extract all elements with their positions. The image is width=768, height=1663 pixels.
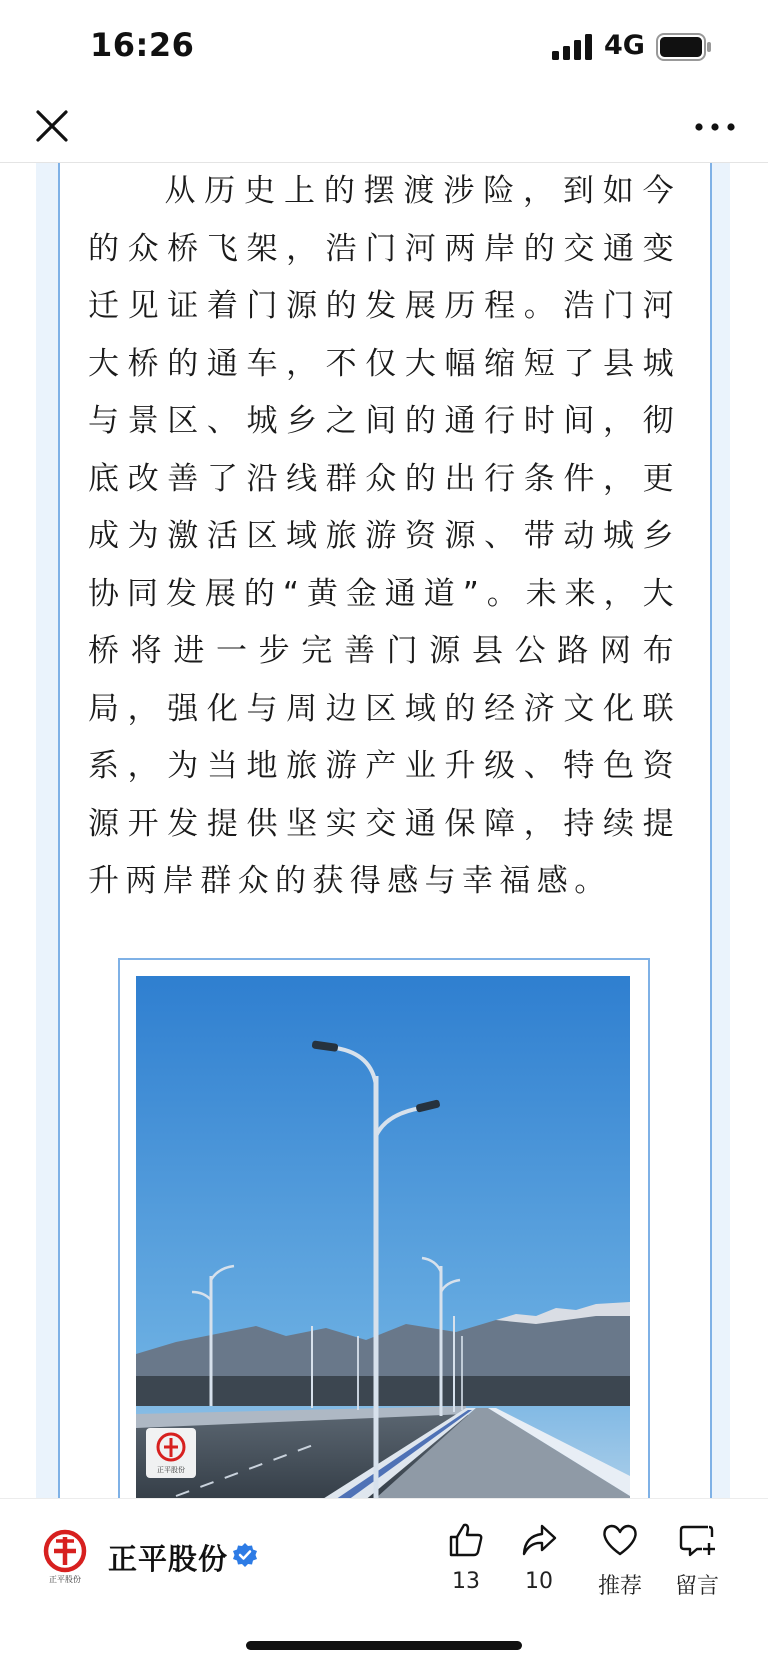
comment-label: 留言 [674, 1574, 719, 1599]
comment-add-icon [678, 1521, 716, 1559]
nav-bar [0, 92, 768, 163]
share-count: 10 [525, 1569, 553, 1594]
heart-icon [601, 1521, 639, 1559]
logo-text: 正平股份 [49, 1575, 81, 1584]
photo-watermark-text: 正平股份 [157, 1466, 185, 1474]
photo-watermark-logo [146, 1428, 196, 1478]
status-bar [0, 0, 768, 92]
more-icon[interactable] [690, 112, 740, 142]
share-arrow-icon [520, 1521, 558, 1559]
article-content[interactable] [0, 163, 768, 1498]
article-paragraph-text: 从历史上的摆渡涉险，到如今的众桥飞架，浩门河两岸的交通变迁见证着门源的发展历程。浩门河大桥的通车，不仅大幅缩短了县城与景区、城乡之间的通行时间，彻底改善了沿线群众的出行条件，更成为激活区域旅游资源、带动城乡协同发展的“黄金通道”。未来，大桥将进一步完善门源县公路网布局，强化与周边区域的经济文化联系，为当地旅游产业升级、特色资源开发提供坚实交通保障，持续提升两岸群众的获得感与幸福感。 [88, 173, 680, 899]
thumbs-up-icon [447, 1521, 485, 1559]
article-paragraph [88, 163, 680, 911]
signal-icon [552, 34, 594, 60]
recommend-label: 推荐 [597, 1574, 642, 1599]
like-button[interactable] [430, 1521, 502, 1594]
network-type: 4G [604, 30, 645, 61]
recommend-button[interactable] [584, 1521, 656, 1600]
bridge-photo[interactable] [136, 976, 630, 1516]
bottom-toolbar [0, 1498, 768, 1663]
share-button[interactable] [503, 1521, 575, 1594]
company-logo[interactable] [40, 1529, 90, 1585]
battery-icon [656, 33, 712, 61]
close-icon[interactable] [30, 104, 74, 148]
account-name[interactable]: 正平股份 [108, 1542, 229, 1576]
verified-badge-icon [232, 1542, 258, 1568]
comment-button[interactable] [661, 1521, 733, 1600]
home-indicator[interactable] [246, 1641, 522, 1650]
status-time: 16:26 [90, 26, 195, 64]
like-count: 13 [452, 1569, 480, 1594]
